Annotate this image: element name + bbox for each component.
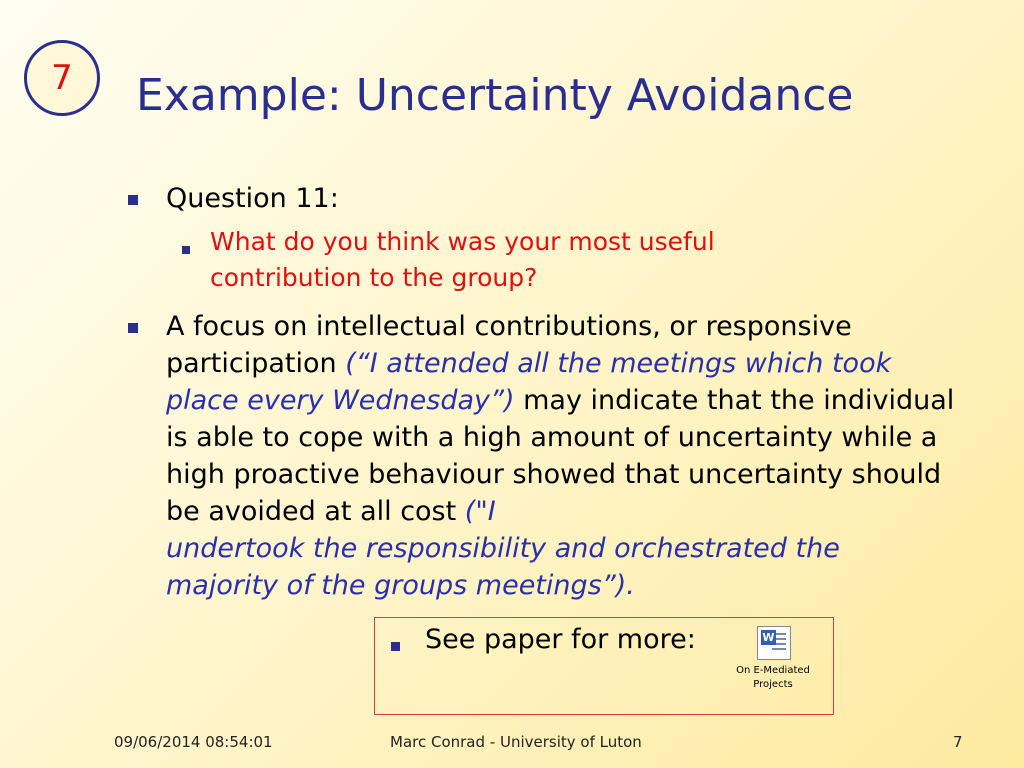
quote-undertook-responsibility-line3: majority of the groups meetings”). <box>166 570 635 601</box>
footer-page-number: 7 <box>953 733 963 751</box>
footer-datetime: 09/06/2014 08:54:01 <box>114 733 273 751</box>
see-paper-text: See paper for more: <box>425 624 696 655</box>
question-text: What do you think was your most useful contribution to the group? <box>210 227 715 292</box>
word-document-icon[interactable]: W <box>757 626 791 660</box>
see-paper-box <box>374 617 834 715</box>
slide-title: Example: Uncertainty Avoidance <box>136 70 854 121</box>
quote-attended-meetings: (“I attended all the meetings which took place every Wednesday”) <box>166 348 892 416</box>
paragraph-text-continued: may indicate that the individual is able to cope with a high amount of uncertainty while a high proactive behaviour showed that uncertainty should be avoided at all cost <box>166 385 955 527</box>
slide-number: 7 <box>51 58 73 98</box>
bullet-marker <box>128 195 138 205</box>
bullet-marker <box>128 323 138 333</box>
paragraph-text: A focus on intellectual contributions, or responsive participation <box>166 311 852 379</box>
sub-bullet-marker <box>182 246 190 254</box>
attachment-label[interactable]: On E-Mediated Projects <box>736 665 810 690</box>
bullet-marker <box>391 642 400 651</box>
slide-number-badge <box>24 40 100 116</box>
bullet-focus-paragraph <box>166 308 966 604</box>
quote-undertook-responsibility: ("I <box>464 496 496 527</box>
bullet-question-11: Question 11: <box>166 183 339 214</box>
quote-undertook-responsibility-line2: undertook the responsibility and orchestrated the <box>166 533 840 564</box>
footer-author: Marc Conrad - University of Luton <box>390 733 642 751</box>
